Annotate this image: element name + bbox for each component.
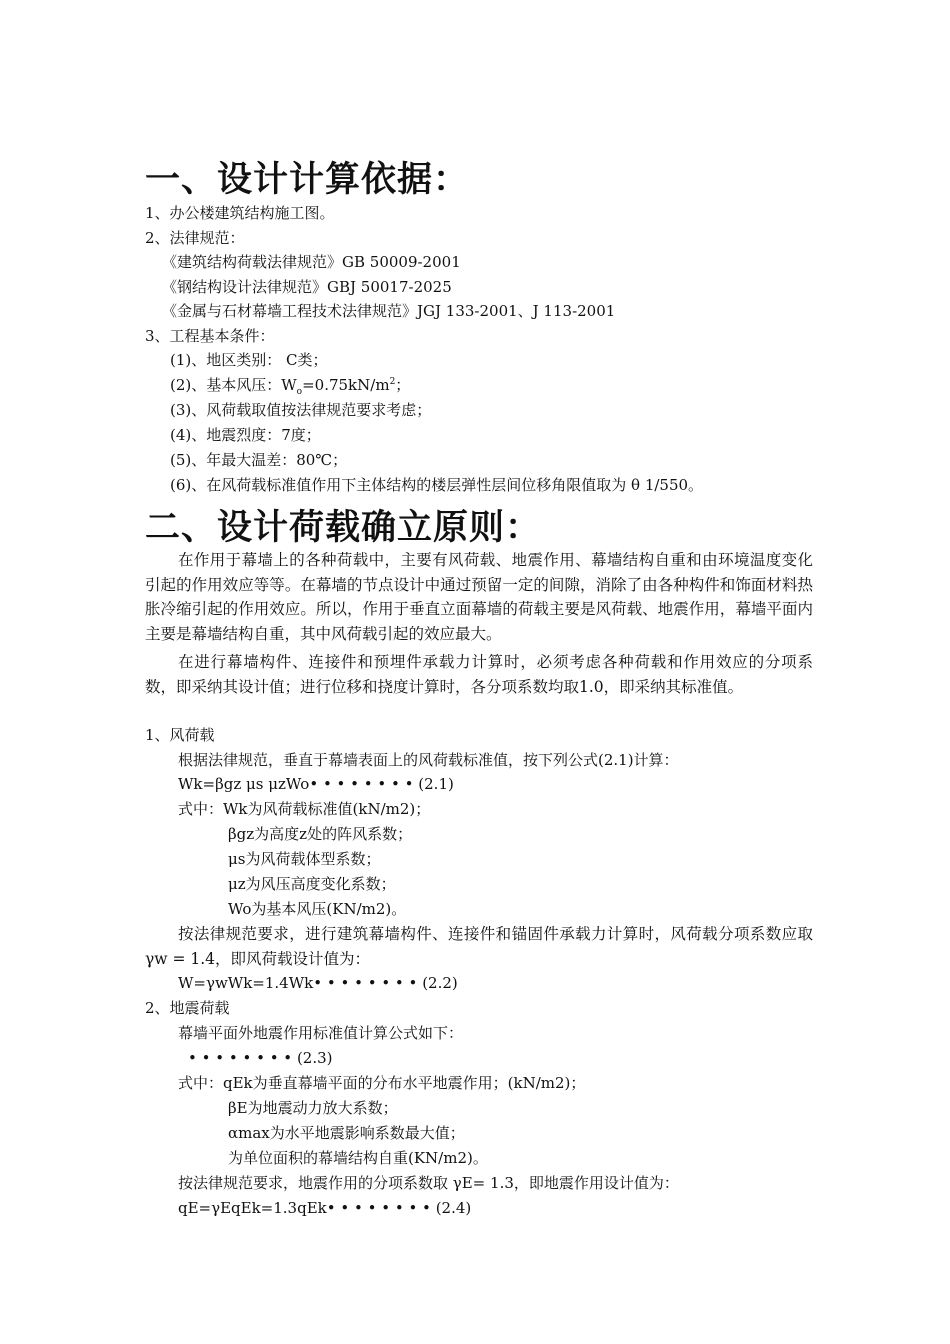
formula-2-1: Wk=βgz μs μzWo• • • • • • • • (2.1) [178, 775, 454, 793]
standard-3: 《金属与石材幕墙工程技术法律规范》JGJ 133-2001、J 113-2001 [162, 302, 616, 320]
formula-2-4: qE=γEqEk=1.3qEk• • • • • • • • (2.4) [178, 1199, 472, 1217]
seismic-definition-alpha: αmax为水平地震影响系数最大值； [228, 1124, 465, 1142]
condition-1: (1)、地区类别： C类； [170, 351, 328, 369]
wind-load-heading: 1、风荷载 [145, 726, 215, 744]
wind-load-intro: 根据法律规范，垂直于幕墙表面上的风荷载标准值，按下列公式(2.1)计算： [178, 751, 679, 769]
basis-item-2: 2、法律规范： [145, 229, 245, 247]
seismic-load-intro: 幕墙平面外地震作用标准值计算公式如下： [178, 1024, 464, 1042]
basis-item-3: 3、工程基本条件： [145, 327, 275, 345]
condition-2: (2)、基本风压：$W_o=0.75kN/m^2$； [170, 376, 411, 397]
formula-2-3: • • • • • • • • (2.3) [188, 1049, 333, 1067]
wind-definition-wo: Wo为基本风压(KN/m2)。 [228, 900, 407, 918]
basis-item-1: 1、办公楼建筑结构施工图。 [145, 204, 335, 222]
condition-3: (3)、风荷载取值按法律规范要求考虑； [170, 401, 432, 419]
seismic-definition-beta: βE为地震动力放大系数； [228, 1099, 398, 1117]
wind-design-paragraph: 按法律规范要求，进行建筑幕墙构件、连接件和锚固件承载力计算时，风荷载分项系数应取 γw = 1.4，即风荷载设计值为： [145, 925, 813, 968]
formula-2-2: W=γwWk=1.4Wk• • • • • • • • (2.2) [178, 974, 458, 992]
condition-4: (4)、地震烈度：7度； [170, 426, 321, 444]
section-2-title: 二、设计荷载确立原则： [145, 508, 542, 548]
wind-definition-muz: μz为风压高度变化系数； [228, 875, 396, 893]
condition-5: (5)、年最大温差：80℃； [170, 451, 348, 469]
standard-1: 《建筑结构荷载法律规范》GB 50009-2001 [162, 253, 461, 271]
seismic-definition-weight: 为单位面积的幕墙结构自重(KN/m2)。 [228, 1149, 488, 1167]
section-1-title: 一、设计计算依据： [145, 160, 470, 200]
wind-definition-wk: 式中：Wk为风荷载标准值(kN/m2)； [178, 800, 431, 818]
condition-6: (6)、在风荷载标准值作用下主体结构的楼层弹性层间位移角限值取为 θ 1/550。 [170, 476, 704, 494]
seismic-design-paragraph: 按法律规范要求，地震作用的分项系数取 γE= 1.3，即地震作用设计值为： [178, 1174, 679, 1192]
wind-definition-beta: βgz为高度z处的阵风系数； [228, 825, 413, 843]
standard-2: 《钢结构设计法律规范》GBJ 50017-2025 [162, 278, 452, 296]
seismic-definition-qek: 式中：qEk为垂直幕墙平面的分布水平地震作用；(kN/m2)； [178, 1074, 586, 1092]
seismic-load-heading: 2、地震荷载 [145, 999, 230, 1017]
wind-definition-mus: μs为风荷载体型系数； [228, 850, 381, 868]
paragraph-loads: 在作用于幕墙上的各种荷载中，主要有风荷载、地震作用、幕墙结构自重和由环境温度变化引起的作用效应等等。在幕墙的节点设计中通过预留一定的间隙，消除了由各种构件和饰面材料热胀冷缩引起的作用效应。所以，作用于垂直立面幕墙的荷载主要是风荷载、地震作用，幕墙平面内主要是幕墙结构自重，其中风荷载引起的效应最大。 [145, 551, 813, 643]
paragraph-coefficients: 在进行幕墙构件、连接件和预埋件承载力计算时，必须考虑各种荷载和作用效应的分项系数，即采纳其设计值；进行位移和挠度计算时，各分项系数均取1.0，即采纳其标准值。 [145, 653, 813, 696]
